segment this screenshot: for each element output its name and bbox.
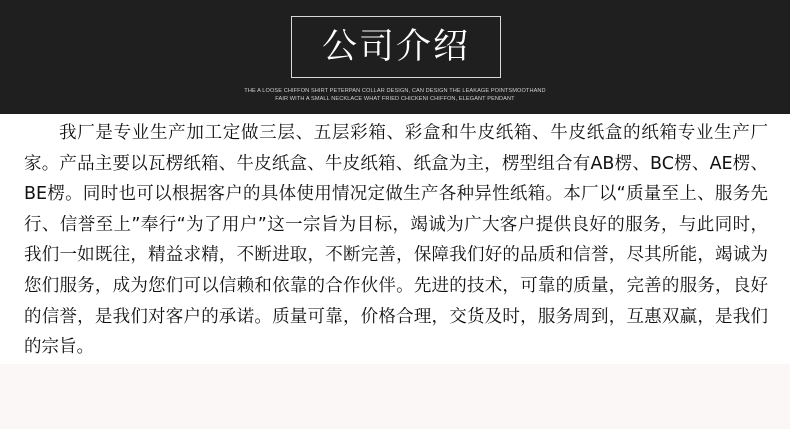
- tagline-line-2: FAIR WITH A SMALL NECKLACE WHAT FRIED CHICKENI CHIFFON, ELEGANT PENDANT: [275, 96, 515, 102]
- title-frame: [291, 16, 501, 78]
- page-title: 公司介绍: [321, 26, 470, 67]
- bottom-background: [0, 364, 790, 429]
- header-banner: [0, 0, 790, 114]
- tagline-line-1: THE A LOOSE CHIFFON SHIRT PETERPAN COLLAR DESIGN, CAN DESIGN THE LEAKAGE POINTSMOOTHAND: [244, 88, 546, 94]
- company-description: 我厂是专业生产加工定做三层、五层彩箱、彩盒和牛皮纸箱、牛皮纸盒的纸箱专业生产厂家。产品主要以瓦楞纸箱、牛皮纸盒、牛皮纸箱、纸盒为主，楞型组合有AB楞、BC楞、AE楞、BE楞。同时也可以根据客户的具体使用情况定做生产各种异性纸箱。本厂以“质量至上、服务先行、信誉至上”奉行“为了用户”这一宗旨为目标，竭诚为广大客户提供良好的服务，与此同时，我们一如既往，精益求精，不断进取，不断完善，保障我们好的品质和信誉，尽其所能，竭诚为您们服务，成为您们可以信赖和依靠的合作伙伴。先进的技术，可靠的质量，完善的服务，良好的信誉，是我们对客户的承诺。质量可靠，价格合理，交货及时，服务周到，互惠双赢，是我们的宗旨。: [24, 123, 768, 358]
